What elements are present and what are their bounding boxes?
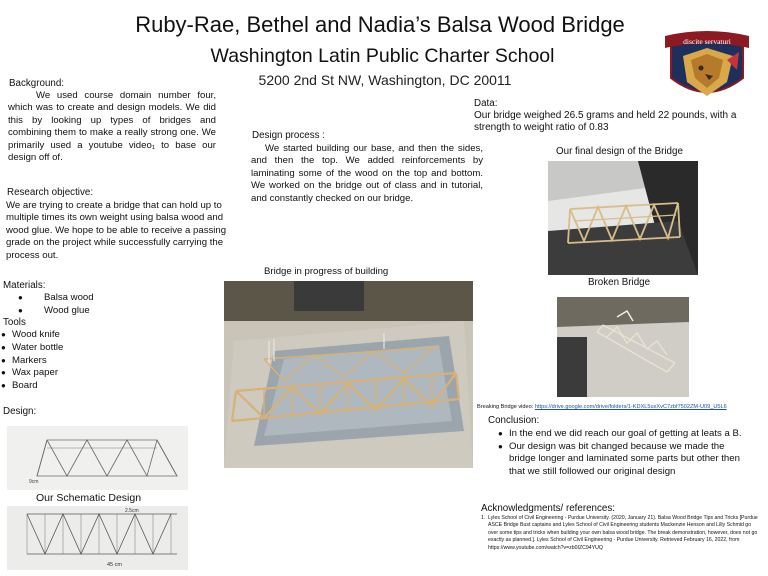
conclusion-item: ● In the end we did reach our goal of getting at leats a B. xyxy=(498,428,750,441)
design-process-text: We started building our base, and then the sides, and then the top. We added reinforcements by laminating some of the wood on the top and bottom. We worked on the bridge out of class and in tutorial, and constantly checked on our bridge. xyxy=(251,143,483,204)
conclusion-heading: Conclusion: xyxy=(488,415,540,426)
data-heading: Data: xyxy=(474,98,498,109)
tools-item: ● Markers xyxy=(1,355,121,368)
design-sketch-top xyxy=(7,426,188,490)
acknowledgments-heading: Acknowledgments/ references: xyxy=(481,503,615,514)
design-sketch-side xyxy=(7,506,188,570)
final-design-caption: Our final design of the Bridge xyxy=(556,146,683,157)
design-heading: Design: xyxy=(3,406,37,417)
tools-list xyxy=(1,329,121,393)
broken-video-label: Breaking Bridge video: xyxy=(477,404,534,410)
poster-title: Ruby-Rae, Bethel and Nadia’s Balsa Wood Bridge xyxy=(135,12,625,37)
research-heading: Research objective: xyxy=(7,187,94,198)
conclusion-list xyxy=(498,428,750,478)
materials-list xyxy=(18,291,138,317)
progress-caption: Bridge in progress of building xyxy=(264,266,389,277)
broken-video-url[interactable]: https://drive.google.com/drive/folders/1-KDXL5uxXvC7zbf7502ZM-U09_U5L6 xyxy=(534,404,727,410)
tools-item: ● Wax paper xyxy=(1,367,121,380)
tools-item: ● Water bottle xyxy=(1,342,121,355)
data-text: Our bridge weighed 26.5 grams and held 22 pounds, with a strength to weight ratio of 0.83 xyxy=(474,110,737,134)
broken-video-link[interactable] xyxy=(477,404,727,410)
background-text: We used course domain number four, which was to create and design models. We did this by looking up types of bridges and combining them to make a really strong one. We primarily used a youtube video₁ to base our design off of. xyxy=(8,90,216,164)
sketch-label: 9cm xyxy=(29,479,39,485)
school-logo xyxy=(657,30,757,106)
reference-number: 1. xyxy=(481,515,486,521)
background-heading: Background: xyxy=(9,78,65,89)
materials-heading: Materials: xyxy=(3,280,46,291)
progress-photo xyxy=(224,281,473,468)
logo-motto: discite servaturi xyxy=(683,37,731,46)
design-process-heading: Design process : xyxy=(252,130,325,141)
tools-heading: Tools xyxy=(3,317,26,328)
school-address: 5200 2nd St NW, Washington, DC 20011 xyxy=(258,72,512,88)
sketch-label: 45 cm xyxy=(107,562,122,568)
tools-item: ● Wood knife xyxy=(1,329,121,342)
research-text: We are trying to create a bridge that can hold up to multiple times its own weight using balsa wood and wood glue. We hope to be able to receive a passing grade on the project while successfully carrying the process out. xyxy=(6,200,227,261)
materials-item: ● Wood glue xyxy=(18,304,138,317)
broken-caption: Broken Bridge xyxy=(588,277,651,288)
sketch-label: 2.5cm xyxy=(125,508,139,514)
tools-item: ● Board xyxy=(1,380,121,393)
final-design-photo xyxy=(548,161,698,275)
reference-text: Lyles School of Civil Engineering - Purdue University. (2020, January 21). Balsa Wood Bridge Tips and Tricks [Purdue ASCE Bridge Bust captains and Lyles School of Civil Engineering students Mackenzie Henson and Lilly Schmid go over some tips and tricks when building your own balsa wood bridge. The break demonstration, however, does not go exactly as planned.]. Lyles School of Civil Engineering - Purdue University. Retrieved February 16, 2022, from https://www.youtube.com/watch?v=zb0IZC94YUQ xyxy=(488,515,758,551)
materials-item: ● Balsa wood xyxy=(18,291,138,304)
broken-photo xyxy=(557,297,689,397)
school-name: Washington Latin Public Charter School xyxy=(210,45,555,67)
schematic-caption: Our Schematic Design xyxy=(36,492,142,504)
conclusion-item: ● Our design was bit changed because we made the bridge longer and laminated some parts but other then that we still followed our original design xyxy=(498,441,750,479)
